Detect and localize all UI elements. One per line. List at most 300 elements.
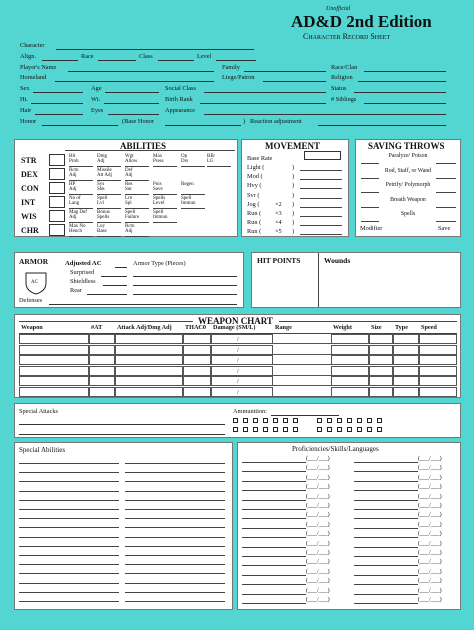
character-field[interactable] [56, 49, 254, 50]
prof-slot-left-10[interactable]: (___/___) [306, 550, 330, 556]
family-field[interactable] [244, 71, 326, 72]
special-attacks-line-1[interactable] [19, 424, 225, 425]
weapon-range-cell-3[interactable] [273, 366, 331, 376]
prof-line-right-14[interactable] [354, 594, 418, 595]
weapon-cell-5-2[interactable] [115, 387, 183, 397]
special-ability-line-right-10[interactable] [125, 555, 225, 556]
save-mod-field-1[interactable] [361, 178, 379, 179]
weapon-cell-1-8[interactable] [393, 345, 419, 355]
move-field-6[interactable] [300, 225, 342, 226]
weapon-cell-2-7[interactable] [369, 355, 393, 365]
stat-score-box-3[interactable] [49, 196, 65, 208]
special-ability-line-left-15[interactable] [19, 601, 119, 602]
stat-sub-field-3-0[interactable] [69, 208, 93, 209]
appearance-field[interactable] [204, 114, 446, 115]
weapon-cell-1-1[interactable] [89, 345, 115, 355]
weapon-cell-2-3[interactable] [183, 355, 211, 365]
weapon-cell-3-0[interactable] [19, 366, 89, 376]
prof-slot-left-14[interactable]: (___/___) [306, 587, 330, 594]
stat-sub-field-1-1[interactable] [97, 180, 121, 181]
ammo-box-4[interactable] [273, 418, 278, 423]
prof-line-left-10[interactable] [242, 556, 306, 557]
birth-rank-field[interactable] [200, 103, 326, 104]
special-ability-line-left-8[interactable] [19, 537, 119, 538]
stat-sub-label-0-1: Dmg [97, 154, 107, 159]
weapon-cell-3-9[interactable] [419, 366, 457, 376]
move-field-2[interactable] [300, 188, 342, 189]
stat-sub-field-5-0[interactable] [69, 236, 93, 237]
special-ability-line-right-9[interactable] [125, 546, 225, 547]
special-ability-line-left-4[interactable] [19, 500, 119, 501]
prof-line-right-3[interactable] [354, 490, 418, 491]
weapon-cell-4-3[interactable] [183, 376, 211, 386]
weapon-cell-2-1[interactable] [89, 355, 115, 365]
save-mod-field-4[interactable] [361, 221, 379, 222]
prof-slot-right-10[interactable]: (___/___) [418, 550, 442, 556]
ammo-box-27[interactable] [377, 427, 382, 432]
stat-sub-field-2-0[interactable] [69, 194, 93, 195]
armor-type-label: Armor Type (Pieces) [133, 260, 186, 267]
move-close-7: ) [292, 228, 295, 236]
special-ability-line-right-6[interactable] [125, 518, 225, 519]
move-label-5: Run ( [247, 210, 262, 217]
prof-slot-left-3[interactable]: (___/___) [306, 484, 330, 491]
ammo-box-14[interactable] [233, 427, 238, 432]
prof-slot-left-4[interactable]: (___/___) [306, 493, 330, 500]
ammo-box-16[interactable] [253, 427, 258, 432]
homeland-field[interactable] [55, 81, 214, 82]
weapon-cell-1-9[interactable] [419, 345, 457, 355]
prof-line-left-7[interactable] [242, 528, 306, 529]
proficiencies-title: Proficiencies/Skills/Languages [292, 445, 379, 453]
special-ability-line-left-7[interactable] [19, 527, 119, 528]
stat-sub-label-4-3: Spell [153, 210, 164, 215]
reaction-field[interactable] [318, 125, 446, 126]
weapon-cell-1-2[interactable] [115, 345, 183, 355]
prof-slot-right-14[interactable]: (___/___) [418, 587, 442, 594]
prof-slot-left-1[interactable]: (___/___) [306, 465, 330, 472]
move-close-2: ) [292, 182, 295, 190]
prof-line-left-2[interactable] [242, 481, 306, 482]
surprised-field[interactable] [101, 276, 127, 277]
ammo-box-23[interactable] [337, 427, 342, 432]
weapon-cell-4-4[interactable] [211, 376, 273, 386]
weapon-cell-0-9[interactable] [419, 334, 457, 344]
weapon-cell-0-0[interactable] [19, 334, 89, 344]
special-ability-line-left-6[interactable] [19, 518, 119, 519]
prof-line-left-8[interactable] [242, 537, 306, 538]
prof-slot-right-6[interactable]: (___/___) [418, 512, 442, 519]
weapon-range-cell-1[interactable] [273, 345, 331, 355]
class-field[interactable] [158, 60, 194, 61]
ammo-box-21[interactable] [317, 427, 322, 432]
special-attacks-line-2[interactable] [19, 434, 225, 435]
special-ability-line-right-0[interactable] [125, 463, 225, 464]
weapon-cell-5-6[interactable] [331, 387, 369, 397]
prof-line-right-12[interactable] [354, 575, 418, 576]
prof-slot-left-5[interactable]: (___/___) [306, 503, 330, 509]
align-field[interactable] [42, 60, 78, 61]
prof-line-left-1[interactable] [242, 471, 306, 472]
stat-sub-field-0-5[interactable] [207, 166, 231, 167]
ammo-box-11[interactable] [357, 418, 362, 423]
move-field-0[interactable] [300, 170, 342, 171]
eyes-field[interactable] [108, 114, 159, 115]
stat-sub-field-3-1[interactable] [97, 208, 121, 209]
prof-line-left-9[interactable] [242, 547, 306, 548]
ammo-box-5[interactable] [283, 418, 288, 423]
weapon-cell-0-6[interactable] [331, 334, 369, 344]
save-value-field-2[interactable] [436, 192, 456, 193]
stat-sub-field-1-0[interactable] [69, 180, 93, 181]
prof-slot-left-6[interactable]: (___/___) [306, 512, 330, 519]
stat-score-box-0[interactable] [49, 154, 65, 166]
stat-sub-field-4-2[interactable] [125, 222, 149, 223]
stat-sub-label-0-5: BB/ [207, 154, 216, 159]
special-ability-line-left-5[interactable] [19, 509, 119, 510]
stat-sub-field-4-0[interactable] [69, 222, 93, 223]
player-name-field[interactable] [68, 71, 214, 72]
abilities-title: ABILITIES [120, 141, 167, 151]
special-ability-line-left-9[interactable] [19, 546, 119, 547]
base-honor-field[interactable] [165, 125, 241, 126]
weapon-cell-1-4[interactable] [211, 345, 273, 355]
prof-slot-left-0[interactable]: (___/___) [306, 456, 330, 462]
special-ability-line-left-14[interactable] [19, 592, 119, 593]
weapon-cell-1-3[interactable] [183, 345, 211, 355]
weapon-cell-0-2[interactable] [115, 334, 183, 344]
ammo-box-19[interactable] [283, 427, 288, 432]
special-ability-line-right-8[interactable] [125, 537, 225, 538]
prof-slot-left-12[interactable]: (___/___) [306, 568, 330, 575]
save-value-field-1[interactable] [436, 178, 456, 179]
stat-sub-label2-5-2: Adj [125, 229, 133, 234]
prof-slot-right-2[interactable]: (___/___) [418, 474, 442, 481]
ht-field[interactable] [31, 103, 83, 104]
weapon-cell-2-6[interactable] [331, 355, 369, 365]
special-ability-line-right-7[interactable] [125, 527, 225, 528]
race-field[interactable] [98, 60, 136, 61]
stat-sub-field-3-2[interactable] [125, 208, 149, 209]
stat-sub-label2-3-1: Lvl [97, 201, 104, 206]
stat-sub-field-2-1[interactable] [97, 194, 121, 195]
weapon-cell-3-1[interactable] [89, 366, 115, 376]
label-base-honor: (Base Honor [122, 118, 155, 125]
stat-sub-field-3-4[interactable] [181, 208, 205, 209]
prof-line-right-10[interactable] [354, 556, 418, 557]
siblings-field[interactable] [364, 103, 446, 104]
liege-field[interactable] [263, 81, 326, 82]
prof-slot-right-8[interactable]: (___/___) [418, 531, 442, 538]
weapon-range-cell-5[interactable] [273, 387, 331, 397]
weapon-range-cell-0[interactable] [273, 334, 331, 344]
ammo-box-22[interactable] [327, 427, 332, 432]
prof-line-left-0[interactable] [242, 462, 306, 463]
prof-line-left-11[interactable] [242, 565, 306, 566]
special-ability-line-left-12[interactable] [19, 573, 119, 574]
move-close-5: ) [292, 210, 295, 217]
special-ability-line-left-10[interactable] [19, 555, 119, 556]
ammo-box-13[interactable] [377, 418, 382, 423]
weapon-cell-1-0[interactable] [19, 345, 89, 355]
prof-line-right-5[interactable] [354, 509, 418, 510]
weapon-cell-4-0[interactable] [19, 376, 89, 386]
weapon-range-cell-2[interactable] [273, 355, 331, 365]
base-rate-box[interactable] [304, 151, 341, 160]
weapon-cell-2-9[interactable] [419, 355, 457, 365]
prof-line-right-15[interactable] [354, 603, 418, 604]
special-ability-line-right-13[interactable] [125, 583, 225, 584]
hair-field[interactable] [35, 114, 83, 115]
armor-type-line-1[interactable] [133, 276, 237, 277]
stat-score-box-4[interactable] [49, 210, 65, 222]
religion-field[interactable] [358, 81, 446, 82]
save-mod-field-0[interactable] [361, 163, 379, 164]
stat-sub-label2-5-1: Base [97, 229, 107, 234]
ammo-box-18[interactable] [273, 427, 278, 432]
ammo-box-7[interactable] [317, 418, 322, 423]
stat-sub-field-0-1[interactable] [97, 166, 121, 167]
prof-slot-left-2[interactable]: (___/___) [306, 474, 330, 481]
weapon-cell-2-4[interactable] [211, 355, 273, 365]
move-field-1[interactable] [300, 179, 342, 180]
prof-line-right-13[interactable] [354, 584, 418, 585]
stat-score-box-5[interactable] [49, 224, 65, 236]
weapon-cell-4-2[interactable] [115, 376, 183, 386]
ammo-box-2[interactable] [253, 418, 258, 423]
stat-sub-label2-1-1: Att Adj [97, 173, 112, 178]
move-label-2: Hvy ( [247, 182, 262, 190]
ammo-box-1[interactable] [243, 418, 248, 423]
stat-score-box-1[interactable] [49, 168, 65, 180]
save-label-0: Paralyze/ Poison [388, 153, 428, 159]
stat-score-box-2[interactable] [49, 182, 65, 194]
save-mod-field-2[interactable] [361, 192, 379, 193]
special-ability-line-left-3[interactable] [19, 491, 119, 492]
wt-field[interactable] [104, 103, 159, 104]
age-field[interactable] [105, 92, 159, 93]
prof-slot-left-15[interactable]: (___/___) [306, 597, 330, 603]
prof-slot-right-13[interactable]: (___/___) [418, 578, 442, 585]
special-ability-line-right-5[interactable] [125, 509, 225, 510]
move-mult-5: ×3 [275, 210, 282, 217]
weapon-cell-0-1[interactable] [89, 334, 115, 344]
prof-line-right-11[interactable] [354, 565, 418, 566]
rear-field[interactable] [87, 294, 127, 295]
weapon-cell-0-3[interactable] [183, 334, 211, 344]
prof-line-left-13[interactable] [242, 584, 306, 585]
prof-slot-right-0[interactable]: (___/___) [418, 456, 442, 462]
weapon-cell-5-7[interactable] [369, 387, 393, 397]
level-field[interactable] [216, 60, 256, 61]
prof-line-left-4[interactable] [242, 500, 306, 501]
prof-line-left-5[interactable] [242, 509, 306, 510]
ammo-box-26[interactable] [367, 427, 372, 432]
special-ability-line-right-11[interactable] [125, 564, 225, 565]
stat-sub-field-5-1[interactable] [97, 236, 121, 237]
prof-line-left-14[interactable] [242, 594, 306, 595]
stat-sub-label-5-0: Max No [69, 224, 86, 229]
race-clan-field[interactable] [364, 71, 446, 72]
special-ability-line-left-2[interactable] [19, 481, 119, 482]
prof-line-left-12[interactable] [242, 575, 306, 576]
weapon-cell-2-2[interactable] [115, 355, 183, 365]
ammo-box-6[interactable] [293, 418, 298, 423]
prof-slot-right-15[interactable]: (___/___) [418, 597, 442, 603]
defenses-field[interactable] [49, 304, 237, 305]
prof-slot-right-11[interactable]: (___/___) [418, 559, 442, 566]
social-field[interactable] [204, 92, 326, 93]
special-ability-line-left-1[interactable] [19, 472, 119, 473]
ammo-box-10[interactable] [347, 418, 352, 423]
ammo-box-8[interactable] [327, 418, 332, 423]
weapon-cell-5-4[interactable] [211, 387, 273, 397]
special-ability-line-left-0[interactable] [19, 463, 119, 464]
move-field-7[interactable] [300, 234, 342, 235]
stat-sub-label-0-0: Hit [69, 154, 76, 159]
armor-type-line-3[interactable] [133, 294, 237, 295]
prof-line-left-6[interactable] [242, 518, 306, 519]
label-hair: Hair [20, 107, 32, 114]
prof-slot-right-5[interactable]: (___/___) [418, 503, 442, 509]
adjusted-ac-field[interactable] [115, 267, 127, 268]
stat-sub-label2-3-3: Level [153, 201, 165, 206]
special-ability-line-right-15[interactable] [125, 601, 225, 602]
stat-sub-field-4-3[interactable] [153, 222, 177, 223]
prof-line-right-8[interactable] [354, 537, 418, 538]
special-ability-line-right-3[interactable] [125, 491, 225, 492]
stat-sub-label2-0-1: Adj [97, 159, 105, 164]
special-ability-line-right-14[interactable] [125, 592, 225, 593]
prof-line-right-0[interactable] [354, 462, 418, 463]
weapon-cell-0-8[interactable] [393, 334, 419, 344]
weapon-cell-3-6[interactable] [331, 366, 369, 376]
weapon-cell-1-6[interactable] [331, 345, 369, 355]
ammo-box-24[interactable] [347, 427, 352, 432]
weapon-cell-3-7[interactable] [369, 366, 393, 376]
prof-slot-left-13[interactable]: (___/___) [306, 578, 330, 585]
weapon-col-5: Range [275, 324, 292, 331]
save-value-field-3[interactable] [436, 207, 456, 208]
special-ability-line-right-4[interactable] [125, 500, 225, 501]
weapon-cell-2-0[interactable] [19, 355, 89, 365]
weapon-cell-1-7[interactable] [369, 345, 393, 355]
weapon-cell-2-8[interactable] [393, 355, 419, 365]
weapon-cell-0-4[interactable] [211, 334, 273, 344]
move-field-5[interactable] [300, 216, 342, 217]
stat-sub-field-3-3[interactable] [153, 208, 177, 209]
honor-field[interactable] [42, 125, 118, 126]
prof-line-left-15[interactable] [242, 603, 306, 604]
ammo-box-12[interactable] [367, 418, 372, 423]
save-mod-field-3[interactable] [361, 207, 379, 208]
prof-line-right-6[interactable] [354, 518, 418, 519]
prof-line-right-1[interactable] [354, 471, 418, 472]
special-ability-line-right-2[interactable] [125, 481, 225, 482]
stat-sub-field-2-3[interactable] [153, 194, 177, 195]
special-ability-line-right-12[interactable] [125, 573, 225, 574]
prof-line-right-2[interactable] [354, 481, 418, 482]
stat-sub-field-2-4[interactable] [181, 194, 205, 195]
prof-line-right-4[interactable] [354, 500, 418, 501]
prof-slot-right-7[interactable]: (___/___) [418, 521, 442, 528]
prof-slot-left-11[interactable]: (___/___) [306, 559, 330, 566]
weapon-cell-4-6[interactable] [331, 376, 369, 386]
weapon-cell-3-4[interactable] [211, 366, 273, 376]
move-field-3[interactable] [300, 198, 342, 199]
stat-sub-field-0-0[interactable] [69, 166, 93, 167]
weapon-cell-0-7[interactable] [369, 334, 393, 344]
prof-slot-right-4[interactable]: (___/___) [418, 493, 442, 500]
ammo-box-9[interactable] [337, 418, 342, 423]
weapon-cell-5-0[interactable] [19, 387, 89, 397]
ammo-box-15[interactable] [243, 427, 248, 432]
weapon-cell-3-2[interactable] [115, 366, 183, 376]
prof-slot-left-9[interactable]: (___/___) [306, 540, 330, 547]
stat-sub-field-1-2[interactable] [125, 180, 149, 181]
weapon-cell-4-7[interactable] [369, 376, 393, 386]
prof-slot-left-8[interactable]: (___/___) [306, 531, 330, 538]
weapon-cell-4-9[interactable] [419, 376, 457, 386]
ammo-box-20[interactable] [293, 427, 298, 432]
adjusted-ac-label: Adjusted AC [65, 260, 102, 267]
ammo-box-3[interactable] [263, 418, 268, 423]
prof-slot-right-3[interactable]: (___/___) [418, 484, 442, 491]
prof-line-right-7[interactable] [354, 528, 418, 529]
save-value-field-4[interactable] [436, 221, 456, 222]
prof-slot-right-9[interactable]: (___/___) [418, 540, 442, 547]
weapon-cell-5-8[interactable] [393, 387, 419, 397]
stat-sub-field-2-2[interactable] [125, 194, 149, 195]
prof-line-right-9[interactable] [354, 547, 418, 548]
stat-sub-field-4-1[interactable] [97, 222, 121, 223]
special-ability-line-left-11[interactable] [19, 564, 119, 565]
save-value-field-0[interactable] [436, 163, 456, 164]
label-race-clan: Race/Clan [331, 64, 358, 71]
prof-line-left-3[interactable] [242, 490, 306, 491]
weapon-cell-4-1[interactable] [89, 376, 115, 386]
special-ability-line-right-1[interactable] [125, 472, 225, 473]
weapon-range-cell-4[interactable] [273, 376, 331, 386]
weapon-cell-5-3[interactable] [183, 387, 211, 397]
shieldless-field[interactable] [103, 285, 127, 286]
stat-sub-field-0-2[interactable] [125, 166, 149, 167]
stat-sub-field-0-4[interactable] [181, 166, 205, 167]
ammunition-field[interactable] [271, 415, 339, 416]
ammo-box-17[interactable] [263, 427, 268, 432]
shieldless-label: Shieldless [70, 278, 96, 285]
ammo-box-25[interactable] [357, 427, 362, 432]
special-ability-line-left-13[interactable] [19, 583, 119, 584]
weapon-cell-4-8[interactable] [393, 376, 419, 386]
weapon-cell-3-8[interactable] [393, 366, 419, 376]
armor-type-line-2[interactable] [133, 285, 237, 286]
weapon-cell-5-9[interactable] [419, 387, 457, 397]
weapon-col-6: Weight [333, 324, 352, 331]
stat-sub-field-5-2[interactable] [125, 236, 149, 237]
prof-slot-right-1[interactable]: (___/___) [418, 465, 442, 472]
weapon-cell-5-1[interactable] [89, 387, 115, 397]
ammo-box-0[interactable] [233, 418, 238, 423]
stat-sub-field-0-3[interactable] [153, 166, 177, 167]
weapon-cell-3-3[interactable] [183, 366, 211, 376]
prof-slot-right-12[interactable]: (___/___) [418, 568, 442, 575]
status-field[interactable] [354, 92, 446, 93]
move-mult-4: ×2 [275, 200, 282, 208]
prof-slot-left-7[interactable]: (___/___) [306, 521, 330, 528]
move-field-4[interactable] [300, 207, 342, 208]
sex-field[interactable] [33, 92, 83, 93]
